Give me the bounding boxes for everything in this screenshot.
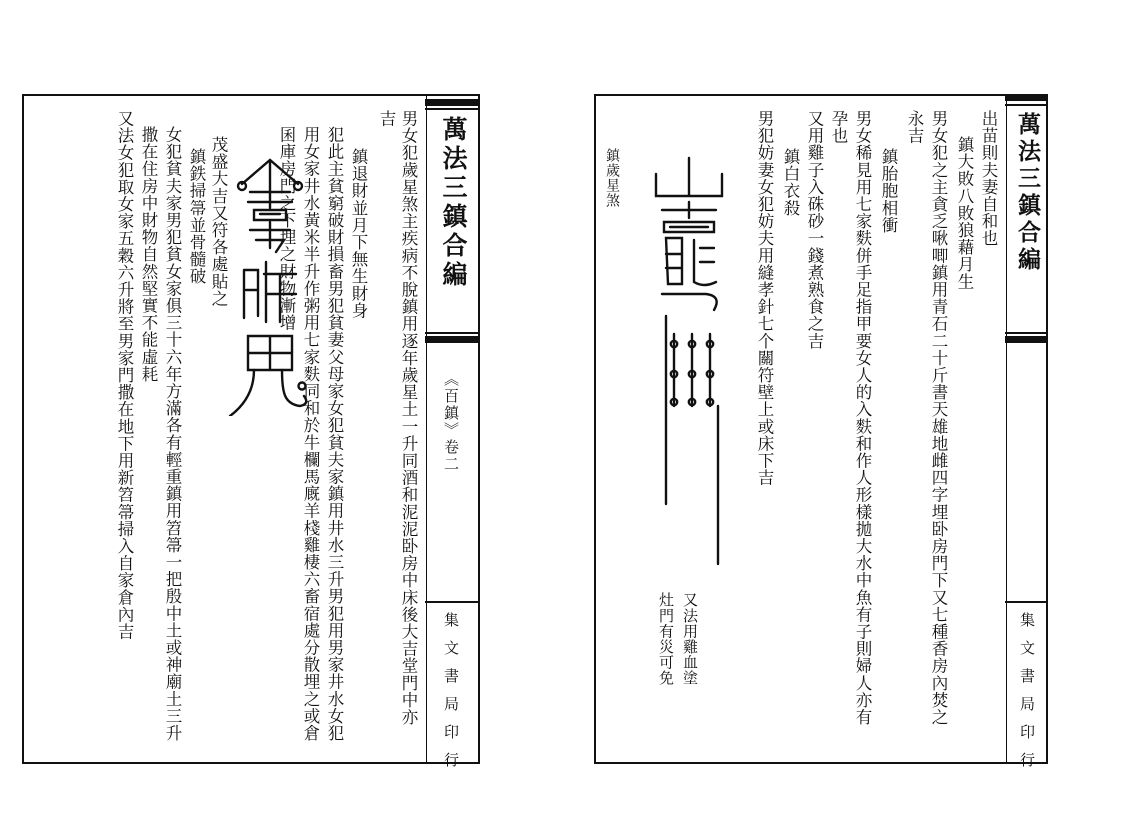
section-heading: 鎮胎胞相衝 <box>879 148 898 234</box>
book-title: 萬法三鎮合編 <box>1014 112 1041 274</box>
rule <box>1005 601 1048 603</box>
right-page-body <box>596 96 1006 762</box>
talisman-figure <box>220 148 316 416</box>
note-column: 又法用雞血塗 <box>681 592 699 686</box>
left-margin-strip <box>426 96 478 780</box>
rule <box>425 336 480 343</box>
right-page <box>594 94 1048 780</box>
rule <box>425 332 480 334</box>
section-heading: 鎮大敗八敗狼藉月生 <box>955 136 974 290</box>
publisher-imprint: 集文書局印行 <box>442 612 460 780</box>
note-column: 灶門有災可免 <box>657 592 675 686</box>
text-column: 又用雞子入硃砂一錢煮熟食之吉 <box>805 110 824 350</box>
volume-label: 《百鎮》卷二 <box>442 371 460 473</box>
text-column: 男女犯之主貪乏啾唧鎮用青石二十斤書天雄地雌四字埋卧房門下又七種香房內焚之 <box>929 110 948 726</box>
rule <box>1005 336 1048 343</box>
rule <box>425 99 480 106</box>
text-column: 囷庫房門之下埋之財物漸增 <box>277 126 296 332</box>
talisman-figure <box>644 144 734 574</box>
text-column: 孕也 <box>829 110 848 145</box>
talisman-drawing <box>220 148 316 416</box>
text-column: 出苗則夫妻自和也 <box>979 110 998 247</box>
talisman-drawing <box>644 144 734 574</box>
left-page-body <box>24 96 426 762</box>
text-column: 男犯妨妻女犯妨夫用縫孝針七个關符壁上或床下吉 <box>755 110 774 487</box>
text-column: 男女犯歲星煞主疾病不脫鎮用逐年歲星土一升同酒和泥泥卧房中床後大吉堂門中亦 <box>399 110 418 726</box>
text-column: 用女家井水黃米半升作粥用七家麩同和於牛欄馬廐羊棧雞棲六畜宿處分散埋之或倉 <box>301 126 320 742</box>
rule <box>425 601 480 603</box>
rule <box>1005 104 1048 106</box>
text-column: 撒在住房中財物自然堅實不能虛耗 <box>139 126 158 383</box>
section-heading: 鎮白衣殺 <box>781 148 800 217</box>
text-column: 男女稀見用七家麩併手足指甲要女人的入麩和作人形樣拋大水中魚有子則婦人亦有 <box>853 110 872 726</box>
rule <box>1005 332 1048 334</box>
text-column: 犯此主貧窮破財損畜男犯貧妻父母家女犯貧夫家鎮用井水三升男犯用男家井水女犯 <box>325 126 344 742</box>
rule <box>425 108 480 110</box>
publisher-imprint: 集文書局印行 <box>1018 612 1036 780</box>
right-margin-strip <box>1006 96 1046 780</box>
section-heading: 茂盛大吉又符各處貼之 <box>209 136 228 307</box>
section-heading: 鎮退財並月下無生財身 <box>349 148 368 319</box>
rule <box>1005 94 1048 101</box>
section-heading: 鎮鉄掃箒並骨髓破 <box>187 148 206 285</box>
book-title: 萬法三鎮合編 <box>439 116 468 290</box>
text-column: 永吉 <box>905 110 924 145</box>
talisman-caption: 鎮歲星煞 <box>604 148 620 208</box>
text-column: 又法女犯取女家五穀六升將至男家門撒在地下用新笤箒掃入自家倉內吉 <box>115 110 134 641</box>
left-page <box>22 94 480 780</box>
text-column: 吉 <box>377 110 396 128</box>
text-column: 女犯貧夫家男犯貧女家俱三十六年方滿各有輕重鎮用笤箒一把殷中土或神廟土三升 <box>163 126 182 742</box>
